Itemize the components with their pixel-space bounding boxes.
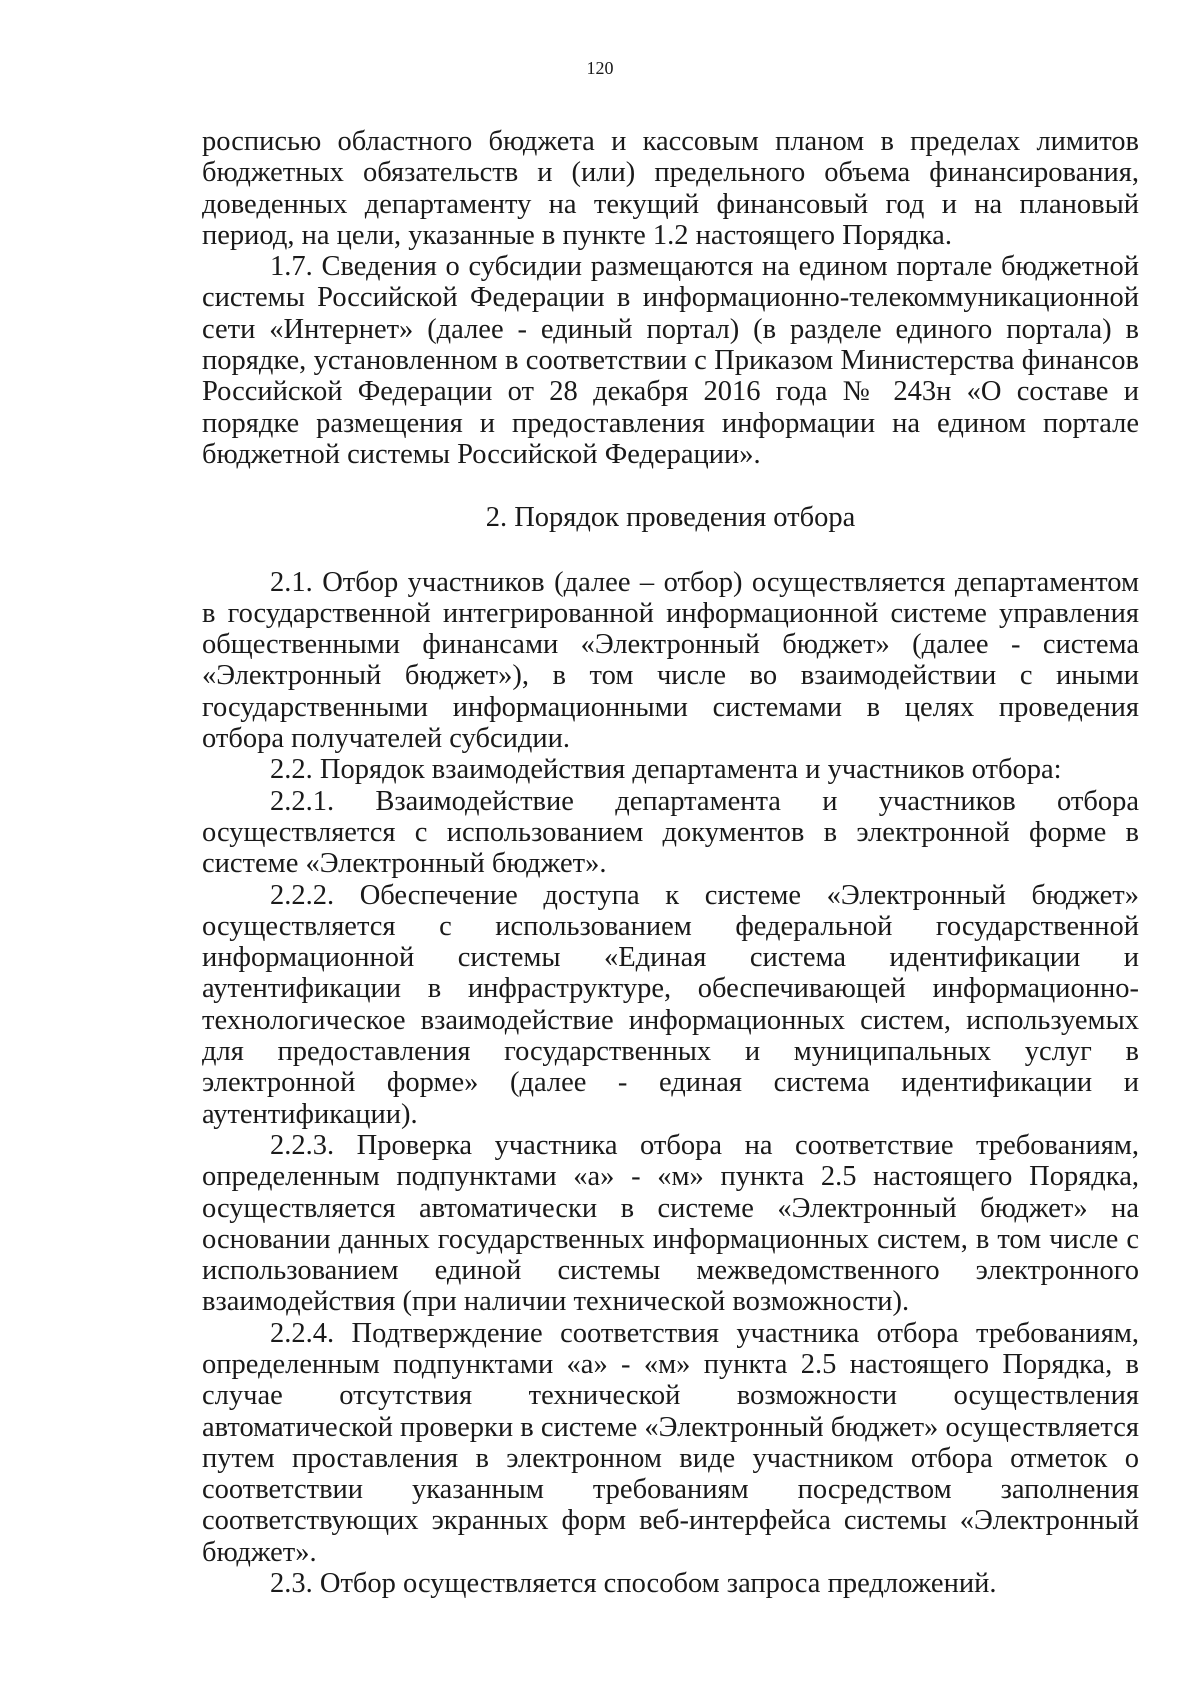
paragraph-2-3: 2.3. Отбор осуществляется способом запроса предложений. [270, 1568, 997, 1600]
paragraph-2-2-1: 2.2.1. Взаимодействие департамента и участников отбора осуществляется с использованием документов в электронной форме в системе «Электронный бюджет». [202, 785, 1139, 880]
section-heading-2: 2. Порядок проведения отбора [485, 502, 856, 534]
page-number: 120 [586, 58, 614, 78]
spacer [202, 534, 1139, 567]
paragraph-2-1: 2.1. Отбор участников (далее – отбор) осуществляется департаментом в государственной интегрированной информационной системе управления общественными финансами «Электронный бюджет» (далее - система «Электронный бюджет»), в том числе во взаимодействии с иными государственными информационными системами в целях проведения отбора получателей субсидии. [202, 566, 1139, 755]
spacer [202, 470, 1139, 502]
paragraph-2-2-2: 2.2.2. Обеспечение доступа к системе «Электронный бюджет» осуществляется с использованием федеральной государственной информационной системы «Единая система идентификации и аутентификации в инфраструктуре, обеспечивающей информационно-технологическое взаимодействие информационных систем, используемых для предоставления государственных и муниципальных услуг в электронной форме» (далее - единая система идентификации и аутентификации). [202, 879, 1139, 1130]
paragraph-1-7: 1.7. Сведения о субсидии размещаются на едином портале бюджетной системы Российской Федерации в информационно-телекоммуникационной сети «Интернет» (далее - единый портал) (в разделе единого портала) в порядке, установленном в соответствии с Приказом Министерства финансов Российской Федерации от 28 декабря 2016 года № 243н «О составе и порядке размещения и предоставления информации на едином портале бюджетной системы Российской Федерации». [202, 251, 1139, 470]
paragraph-continuation: росписью областного бюджета и кассовым планом в пределах лимитов бюджетных обязательств и (или) предельного объема финансирования, доведенных департаменту на текущий финансовый год и на плановый период, на цели, указанные в пункте 1.2 настоящего Порядка. [202, 126, 1139, 251]
paragraph-2-2-4: 2.2.4. Подтверждение соответствия участника отбора требованиям, определенным подпунктами «а» - «м» пункта 2.5 настоящего Порядка, в случае отсутствия технической возможности осуществления автоматической проверки в системе «Электронный бюджет» осуществляется путем проставления в электронном виде участником отбора отметок о соответствии указанным требованиям посредством заполнения соответствующих экранных форм веб-интерфейса системы «Электронный бюджет». [202, 1317, 1139, 1568]
paragraph-2-2-3: 2.2.3. Проверка участника отбора на соответствие требованиям, определенным подпунктами «а» - «м» пункта 2.5 настоящего Порядка, осуществляется автоматически в системе «Электронный бюджет» на основании данных государственных информационных систем, в том числе с использованием единой системы межведомственного электронного взаимодействия (при наличии технической возможности). [202, 1129, 1139, 1318]
document-body [202, 126, 1139, 1599]
paragraph-2-2: 2.2. Порядок взаимодействия департамента и участников отбора: [270, 754, 1062, 786]
